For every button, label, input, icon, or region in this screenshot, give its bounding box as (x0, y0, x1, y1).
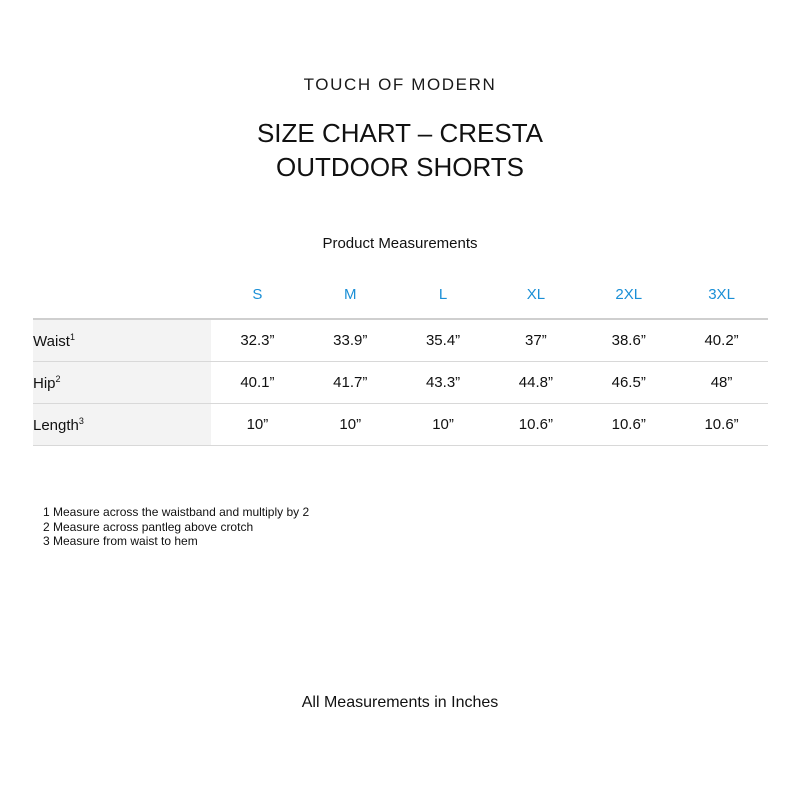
table-cell: 35.4” (397, 319, 490, 362)
size-header: L (397, 270, 490, 319)
table-caption: Product Measurements (322, 235, 478, 252)
title-line-2: OUTDOOR SHORTS (276, 152, 524, 182)
footnotes (43, 505, 309, 549)
size-header-row (33, 270, 768, 319)
row-label-text: Length (33, 416, 79, 434)
title-line-1: SIZE CHART – CRESTA (256, 118, 544, 148)
brand-logo: TOUCH OF MODERN (303, 75, 497, 94)
table-cell: 44.8” (489, 362, 582, 404)
units-note: All Measurements in Inches (301, 694, 499, 711)
table-cell: 33.9” (304, 319, 397, 362)
table-cell: 10” (211, 404, 304, 446)
table-cell: 43.3” (397, 362, 490, 404)
table-row (33, 362, 768, 404)
size-header: 2XL (582, 270, 675, 319)
table-cell: 10.6” (489, 404, 582, 446)
table-cell: 46.5” (582, 362, 675, 404)
table-cell: 48” (675, 362, 768, 404)
footnote: 3 Measure from waist to hem (43, 534, 198, 548)
row-label (33, 319, 211, 362)
table-cell: 10.6” (582, 404, 675, 446)
size-header: M (304, 270, 397, 319)
table-cell: 37” (489, 319, 582, 362)
footnote-marker: 1 (69, 331, 75, 342)
size-header: S (211, 270, 304, 319)
row-label-text: Waist (33, 332, 70, 350)
table-cell: 38.6” (582, 319, 675, 362)
table-cell: 40.1” (211, 362, 304, 404)
page-title (0, 116, 800, 184)
table-cell: 40.2” (675, 319, 768, 362)
table-cell: 10” (397, 404, 490, 446)
row-label (33, 362, 211, 404)
size-header: XL (489, 270, 582, 319)
footnote-marker: 3 (78, 415, 84, 426)
table-cell: 10.6” (675, 404, 768, 446)
footnote: 2 Measure across pantleg above crotch (43, 519, 254, 534)
size-table (33, 270, 768, 446)
size-header: 3XL (675, 270, 768, 319)
table-cell: 10” (304, 404, 397, 446)
table-row (33, 319, 768, 362)
header-corner (33, 270, 211, 319)
footnote: 1 Measure across the waistband and multiply by 2 (43, 505, 310, 519)
table-row (33, 404, 768, 446)
row-label-text: Hip (33, 374, 56, 392)
row-label (33, 404, 211, 446)
table-cell: 32.3” (211, 319, 304, 362)
table-cell: 41.7” (304, 362, 397, 404)
footnote-marker: 2 (55, 373, 61, 384)
